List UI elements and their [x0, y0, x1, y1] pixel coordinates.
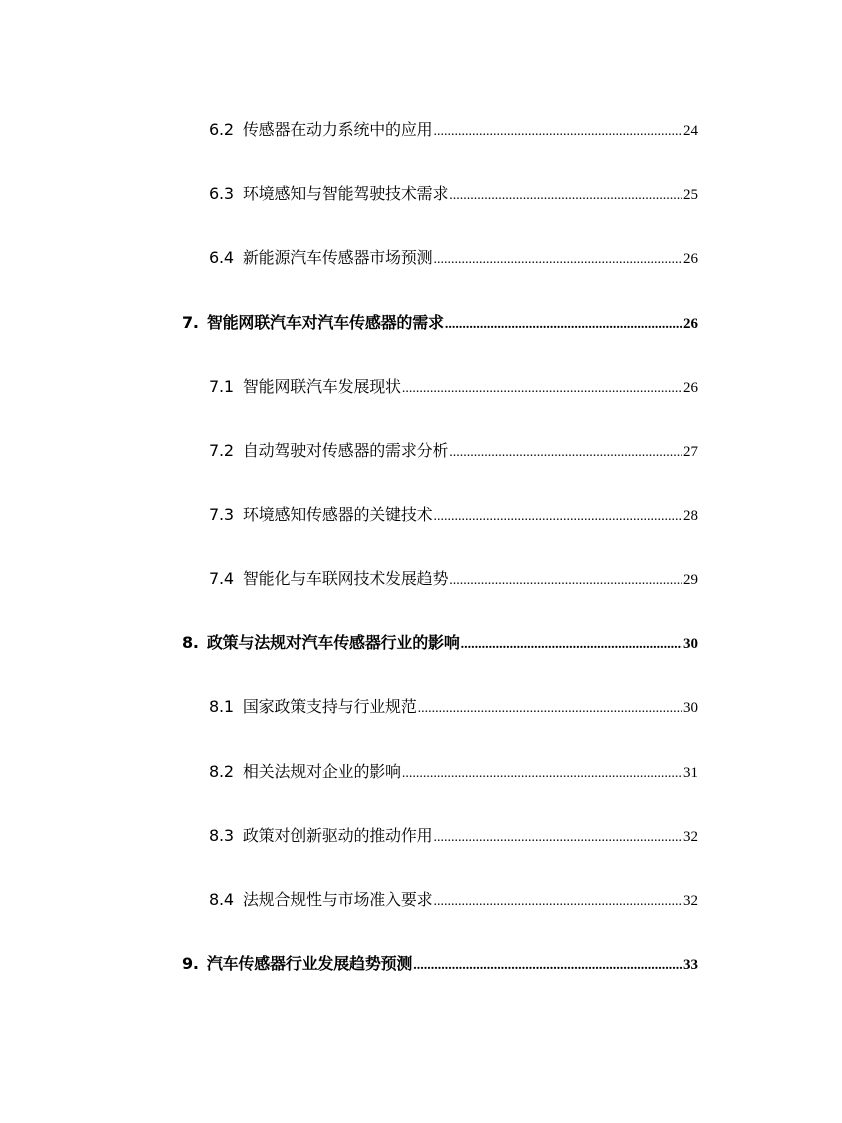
toc-dot-leader [449, 441, 682, 465]
toc-entry-number: 6.2 [209, 120, 234, 139]
toc-entry-8-1[interactable] [209, 695, 698, 719]
toc-entry-6-2[interactable] [209, 118, 698, 142]
toc-dot-leader [433, 505, 682, 529]
toc-entry-title: 智能化与车联网技术发展趋势 [242, 569, 449, 588]
toc-entry-title: 环境感知传感器的关键技术 [242, 505, 433, 524]
toc-entry-8[interactable] [182, 631, 698, 655]
toc-entry-page: 26 [683, 251, 698, 267]
toc-entry-page: 25 [683, 187, 698, 203]
toc-entry-7-4[interactable] [209, 567, 698, 591]
toc-entry-number: 8.2 [209, 762, 234, 781]
toc-dot-leader [433, 826, 682, 850]
toc-entry-number: 7. [182, 313, 199, 332]
toc-dot-leader [461, 633, 682, 657]
toc-entry-7-1[interactable] [209, 375, 698, 399]
toc-entry-8-3[interactable] [209, 824, 698, 848]
toc-dot-leader [433, 248, 682, 272]
toc-entry-page: 32 [683, 829, 698, 845]
toc-entry-number: 7.3 [209, 505, 234, 524]
toc-entry-title: 智能网联汽车对汽车传感器的需求 [206, 313, 444, 332]
toc-entry-title: 国家政策支持与行业规范 [242, 697, 417, 716]
toc-entry-number: 6.4 [209, 248, 234, 267]
toc-entry-page: 26 [683, 380, 698, 396]
toc-entry-6-4[interactable] [209, 246, 698, 270]
toc-dot-leader [449, 184, 682, 208]
toc-entry-9[interactable] [182, 952, 698, 976]
toc-entry-title: 汽车传感器行业发展趋势预测 [206, 954, 413, 973]
toc-entry-title: 相关法规对企业的影响 [242, 762, 401, 781]
toc-entry-8-4[interactable] [209, 888, 698, 912]
toc-entry-6-3[interactable] [209, 182, 698, 206]
toc-dot-leader [418, 697, 682, 721]
toc-dot-leader [433, 120, 682, 144]
toc-entry-7-3[interactable] [209, 503, 698, 527]
toc-entry-number: 6.3 [209, 184, 234, 203]
toc-entry-title: 新能源汽车传感器市场预测 [242, 248, 433, 267]
toc-entry-page: 24 [683, 123, 698, 139]
toc-entry-number: 9. [182, 954, 199, 973]
toc-entry-title: 环境感知与智能驾驶技术需求 [242, 184, 449, 203]
toc-dot-leader [413, 954, 682, 978]
toc-dot-leader [402, 377, 682, 401]
toc-dot-leader [402, 762, 682, 786]
toc-entry-page: 26 [683, 316, 698, 332]
toc-entry-page: 27 [683, 444, 698, 460]
toc-dot-leader [433, 890, 682, 914]
toc-entry-page: 30 [683, 700, 698, 716]
toc-dot-leader [445, 313, 682, 337]
toc-entry-number: 8.4 [209, 890, 234, 909]
toc-entry-title: 法规合规性与市场准入要求 [242, 890, 433, 909]
toc-entry-title: 智能网联汽车发展现状 [242, 377, 401, 396]
toc-entry-number: 8. [182, 633, 199, 652]
toc-entry-7-2[interactable] [209, 439, 698, 463]
toc-entry-number: 7.1 [209, 377, 234, 396]
toc-entry-title: 自动驾驶对传感器的需求分析 [242, 441, 449, 460]
toc-dot-leader [449, 569, 682, 593]
toc-entry-number: 8.1 [209, 697, 234, 716]
toc-entry-page: 32 [683, 893, 698, 909]
toc-entry-number: 7.2 [209, 441, 234, 460]
toc-entry-page: 33 [683, 957, 698, 973]
toc-entry-title: 政策与法规对汽车传感器行业的影响 [206, 633, 460, 652]
toc-entry-number: 7.4 [209, 569, 234, 588]
toc-entry-number: 8.3 [209, 826, 234, 845]
toc-entry-page: 30 [683, 636, 698, 652]
toc-entry-8-2[interactable] [209, 760, 698, 784]
toc-entry-page: 31 [683, 765, 698, 781]
toc-entry-page: 29 [683, 572, 698, 588]
toc-entry-7[interactable] [182, 311, 698, 335]
toc-entry-title: 传感器在动力系统中的应用 [242, 120, 433, 139]
toc-entry-title: 政策对创新驱动的推动作用 [242, 826, 433, 845]
toc-entry-page: 28 [683, 508, 698, 524]
